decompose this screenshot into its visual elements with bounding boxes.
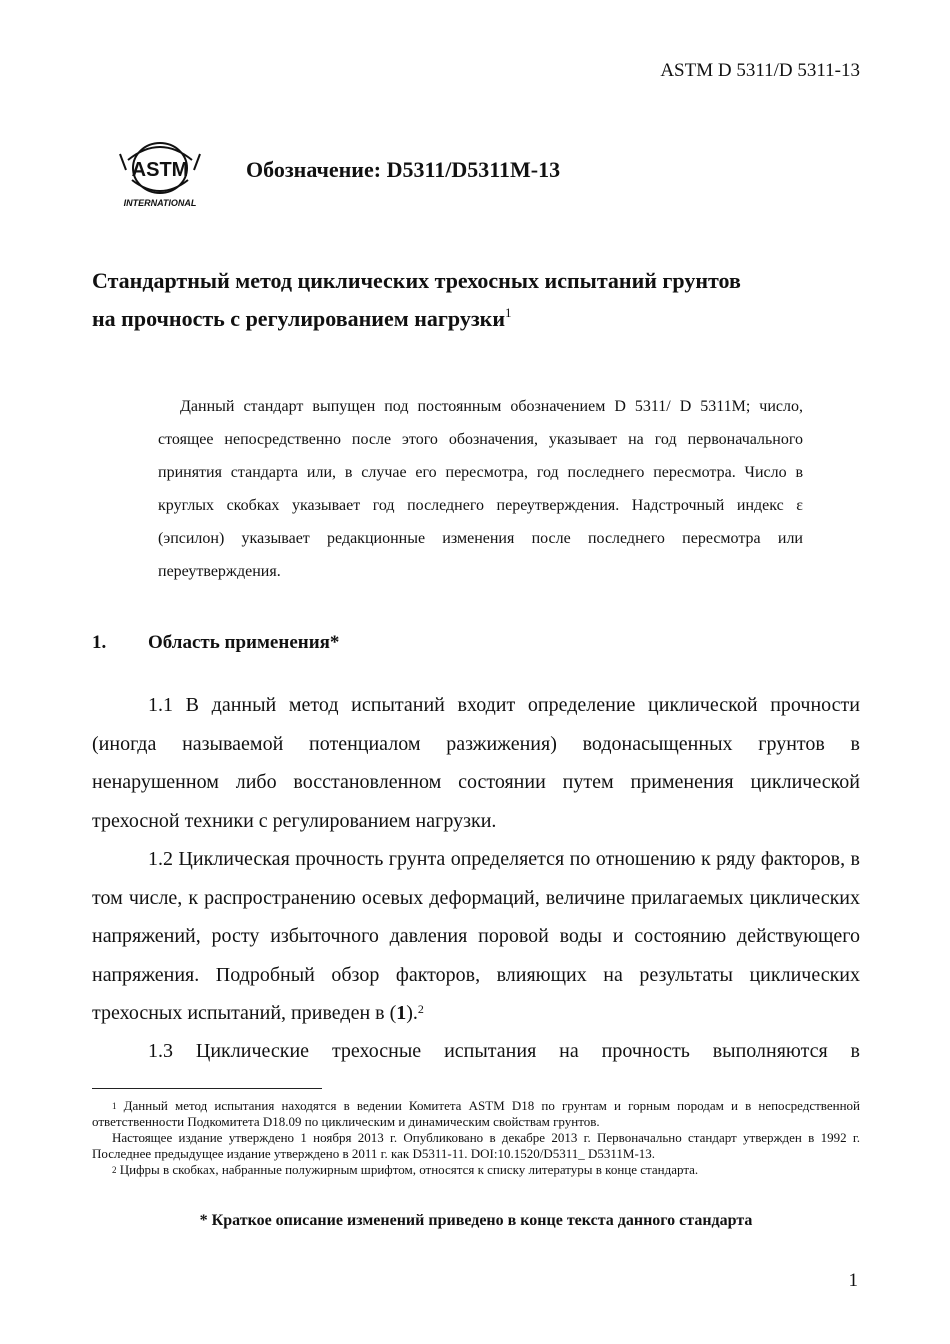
logo-subtext: INTERNATIONAL bbox=[123, 198, 197, 208]
footnotes bbox=[92, 1098, 860, 1178]
footnote-1-mark: 1 bbox=[112, 1101, 117, 1111]
paragraph-1-3-text: 1.3 Циклические трехосные испытания на прочность выполняются в bbox=[148, 1040, 860, 1062]
document-title bbox=[92, 262, 862, 338]
designation: Обозначение: D5311/D5311M-13 bbox=[246, 157, 561, 182]
footnote-2-text: Цифры в скобках, набранные полужирным шрифтом, относятся к списку литературы в конце стандарта. bbox=[119, 1162, 699, 1177]
footnote-2 bbox=[92, 1162, 860, 1178]
paragraph-1-2-end: ). bbox=[406, 1002, 418, 1024]
title-line-2: на прочность с регулированием нагрузки bbox=[92, 306, 506, 331]
paragraph-1-1: 1.1 В данный метод испытаний входит определение циклической прочности (иногда называемой потенциалом разжижения) водонасыщенных грунтов в ненарушенном либо восстановленном состоянии путем применения циклической трехосной техники с регулированием нагрузки. bbox=[92, 694, 860, 832]
section-number: 1. bbox=[92, 632, 107, 653]
paragraph-1-2-footnote-mark: 2 bbox=[417, 1002, 424, 1016]
astm-logo bbox=[118, 140, 202, 210]
paragraph-1-2 bbox=[92, 840, 860, 1033]
reference-link[interactable]: 1 bbox=[396, 1002, 407, 1024]
standard-notice: Данный стандарт выпущен под постоянным обозначением D 5311/ D 5311M; число, стоящее непосредственно после этого обозначения, указывает на год первоначального принятия стандарта или, в случае его пересмотра, год последнего пересмотра. Число в круглых скобках указывает год последнего переутверждения. Надстрочный индекс ε (эпсилон) указывает редакционные изменения после последнего пересмотра или переутверждения. bbox=[158, 398, 803, 580]
title-footnote-mark: 1 bbox=[505, 305, 512, 320]
summary-note: * Краткое описание изменений приведено в конце текста данного стандарта bbox=[199, 1212, 753, 1229]
footnote-1-text: Данный метод испытания находятся в ведении Комитета ASTM D18 по грунтам и горным породам и в непосредственной ответственности Подкомитета D18.09 по циклическим и динамическим свойствам грунтов. bbox=[92, 1098, 861, 1129]
footnote-1 bbox=[92, 1098, 860, 1130]
paragraph-1-2-text: 1.2 Циклическая прочность грунта определяется по отношению к ряду факторов, в том числе, к распространению осевых деформаций, величине прилагаемых циклических напряжений, росту избыточного давления поровой воды и состоянию действующего напряжения. Подробный обзор факторов, влияющих на результаты циклических трехосных испытаний, приведен в ( bbox=[92, 848, 860, 1024]
paragraph-1-3 bbox=[92, 1032, 860, 1071]
footnote-divider bbox=[92, 1088, 322, 1089]
footnote-1-continued: Настоящее издание утверждено 1 ноября 2013 г. Опубликовано в декабре 2013 г. Первоначально стандарт утвержден в 1992 г. Последнее предыдущее издание утверждено в 2011 г. как D5311-11. DOI:10.1520/D5311_ D5311M-13. bbox=[92, 1130, 860, 1161]
header-standard-ref: ASTM D 5311/D 5311-13 bbox=[660, 60, 860, 81]
logo-text: ASTM bbox=[131, 159, 189, 181]
footnote-2-mark: 2 bbox=[112, 1165, 117, 1175]
section-title: Область применения* bbox=[148, 632, 340, 653]
page-number: 1 bbox=[848, 1270, 858, 1291]
title-line-1: Стандартный метод циклических трехосных испытаний грунтов bbox=[92, 268, 741, 293]
